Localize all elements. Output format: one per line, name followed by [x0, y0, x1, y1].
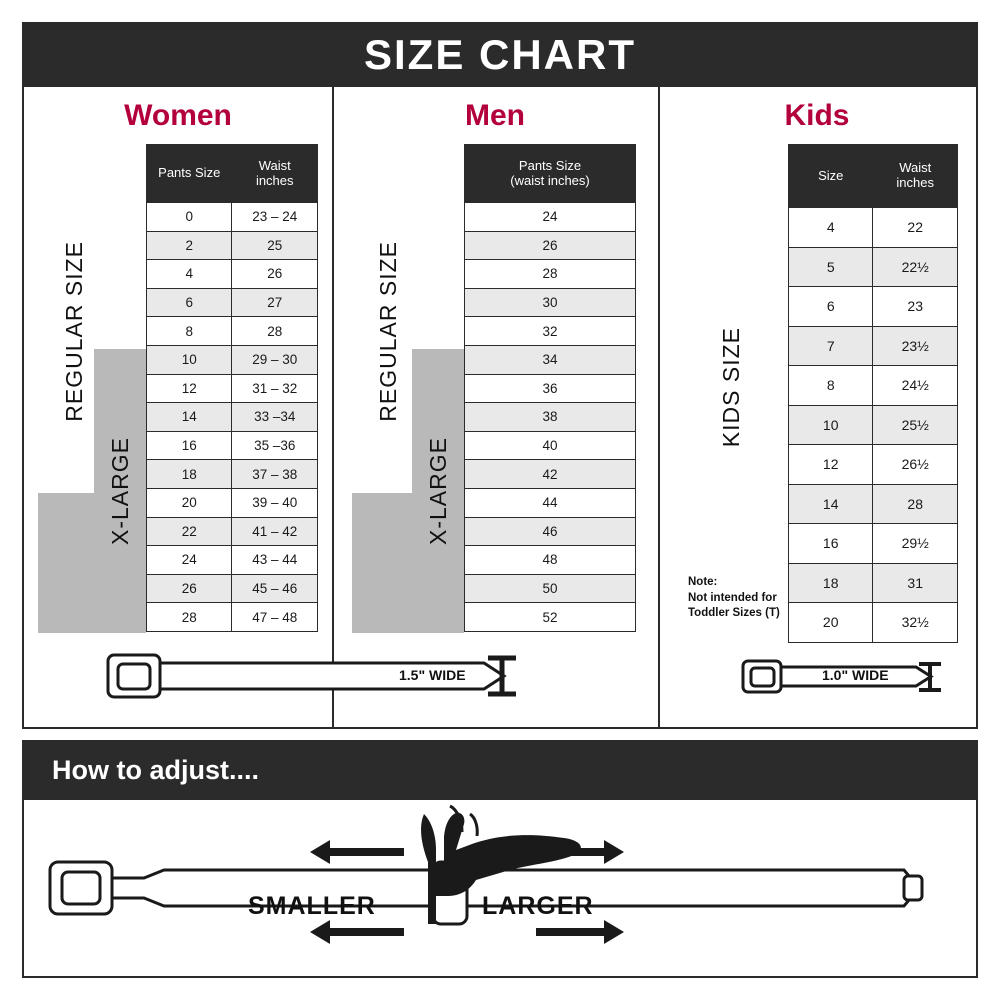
men-cell-size: 40: [465, 431, 636, 460]
smaller-label: SMALLER: [248, 892, 376, 920]
kids-cell-size: 18: [789, 563, 873, 603]
table-row: [465, 288, 636, 317]
women-cell-size: 6: [147, 288, 232, 317]
men-cell-size: 28: [465, 260, 636, 289]
men-heading: Men: [465, 99, 525, 132]
women-cell-waist: 23 – 24: [232, 203, 318, 232]
men-header-line2: (waist inches): [510, 172, 590, 188]
women-xlarge-text: X-LARGE: [106, 437, 133, 545]
table-row: [465, 574, 636, 603]
table-row: [465, 546, 636, 575]
women-xlarge-label: [94, 349, 146, 633]
table-row: [465, 603, 636, 632]
women-cell-size: 24: [147, 546, 232, 575]
how-to-adjust-heading: How to adjust....: [52, 754, 259, 785]
column-divider-2: [658, 87, 660, 727]
men-cell-size: 50: [465, 574, 636, 603]
women-cell-size: 2: [147, 231, 232, 260]
men-cell-size: 38: [465, 403, 636, 432]
men-table-body: [465, 203, 636, 632]
kids-cell-waist: 26½: [873, 445, 958, 485]
table-row: [789, 247, 958, 287]
women-cell-waist: 45 – 46: [232, 574, 318, 603]
men-regular-size-text: REGULAR SIZE: [374, 241, 401, 422]
men-cell-size: 52: [465, 603, 636, 632]
table-row: [789, 524, 958, 564]
women-cell-size: 4: [147, 260, 232, 289]
kids-col-header-size: Size: [789, 145, 873, 208]
women-table-body: [147, 203, 318, 632]
women-cell-size: 14: [147, 403, 232, 432]
kids-cell-waist: 23½: [873, 326, 958, 366]
kids-belt-width-label: 1.0" WIDE: [822, 667, 889, 683]
kids-cell-size: 4: [789, 208, 873, 248]
men-header-line1: Pants Size: [518, 157, 582, 173]
women-cell-size: 26: [147, 574, 232, 603]
table-row: [147, 546, 318, 575]
page-title-bar: [22, 22, 978, 87]
kids-cell-waist: 31: [873, 563, 958, 603]
table-row: [789, 287, 958, 327]
men-cell-size: 48: [465, 546, 636, 575]
table-row: [465, 203, 636, 232]
table-row: [789, 208, 958, 248]
table-row: [147, 288, 318, 317]
kids-cell-size: 12: [789, 445, 873, 485]
adjust-illustration: [24, 800, 980, 978]
table-row: [465, 260, 636, 289]
women-cell-waist: 35 –36: [232, 431, 318, 460]
men-xlarge-label: [412, 349, 464, 633]
table-row: [147, 603, 318, 632]
women-cell-waist: 39 – 40: [232, 488, 318, 517]
women-cell-waist: 33 –34: [232, 403, 318, 432]
adult-belt-diagram: [104, 645, 534, 707]
women-size-table: [146, 144, 318, 632]
kids-note-line3: Toddler Sizes (T): [688, 607, 780, 620]
table-row: [465, 517, 636, 546]
kids-cell-size: 10: [789, 405, 873, 445]
women-cell-waist: 41 – 42: [232, 517, 318, 546]
men-cell-size: 44: [465, 488, 636, 517]
table-row: [789, 603, 958, 643]
table-row: [147, 488, 318, 517]
kids-cell-waist: 28: [873, 484, 958, 524]
kids-cell-size: 20: [789, 603, 873, 643]
table-row: [789, 366, 958, 406]
men-cell-size: 34: [465, 345, 636, 374]
kids-cell-size: 6: [789, 287, 873, 327]
table-row: [465, 231, 636, 260]
kids-col-header-waist: Waist inches: [873, 145, 958, 208]
women-cell-waist: 37 – 38: [232, 460, 318, 489]
table-row: [465, 374, 636, 403]
kids-cell-waist: 23: [873, 287, 958, 327]
how-to-adjust-bar: [22, 740, 978, 800]
men-cell-size: 36: [465, 374, 636, 403]
table-row: [147, 403, 318, 432]
kids-cell-waist: 22½: [873, 247, 958, 287]
table-row: [465, 488, 636, 517]
kids-cell-size: 7: [789, 326, 873, 366]
table-row: [147, 460, 318, 489]
men-cell-size: 42: [465, 460, 636, 489]
kids-size-table: [788, 144, 958, 643]
kids-cell-waist: 32½: [873, 603, 958, 643]
table-row: [789, 563, 958, 603]
kids-cell-waist: 25½: [873, 405, 958, 445]
size-tables-panel: [22, 87, 978, 729]
table-row: [465, 460, 636, 489]
kids-cell-size: 8: [789, 366, 873, 406]
women-col-header-waist: Waist inches: [232, 145, 318, 203]
kids-note-line2: Not intended for: [688, 591, 777, 604]
women-cell-waist: 28: [232, 317, 318, 346]
table-row: [465, 345, 636, 374]
women-cell-size: 22: [147, 517, 232, 546]
women-cell-size: 0: [147, 203, 232, 232]
table-row: [147, 317, 318, 346]
women-heading: Women: [124, 99, 232, 132]
table-row: [147, 203, 318, 232]
kids-belt-diagram: [740, 653, 960, 701]
kids-cell-waist: 22: [873, 208, 958, 248]
women-cell-size: 12: [147, 374, 232, 403]
kids-cell-size: 5: [789, 247, 873, 287]
table-row: [789, 484, 958, 524]
women-cell-size: 10: [147, 345, 232, 374]
table-row: [147, 517, 318, 546]
men-cell-size: 32: [465, 317, 636, 346]
men-cell-size: 30: [465, 288, 636, 317]
larger-label: LARGER: [482, 892, 594, 920]
men-cell-size: 26: [465, 231, 636, 260]
page-title: SIZE CHART: [364, 30, 636, 78]
women-col-header-pants-size: Pants Size: [147, 145, 232, 203]
women-regular-size-text: REGULAR SIZE: [60, 241, 87, 422]
kids-heading: Kids: [784, 99, 850, 132]
men-col-header-pants-size: [465, 145, 636, 203]
women-cell-size: 18: [147, 460, 232, 489]
table-row: [465, 431, 636, 460]
column-divider-1: [332, 87, 334, 727]
women-cell-waist: 47 – 48: [232, 603, 318, 632]
men-xlarge-text: X-LARGE: [424, 437, 451, 545]
table-row: [789, 445, 958, 485]
adult-belt-width-label: 1.5" WIDE: [399, 667, 466, 683]
kids-note-line1: Note:: [688, 576, 718, 588]
women-cell-size: 20: [147, 488, 232, 517]
table-row: [789, 326, 958, 366]
men-size-table: [464, 144, 636, 632]
table-row: [147, 345, 318, 374]
how-to-adjust-panel: [22, 800, 978, 978]
women-cell-waist: 31 – 32: [232, 374, 318, 403]
table-row: [147, 231, 318, 260]
kids-cell-waist: 24½: [873, 366, 958, 406]
women-cell-size: 28: [147, 603, 232, 632]
table-row: [147, 260, 318, 289]
kids-cell-size: 16: [789, 524, 873, 564]
kids-size-label: [688, 152, 774, 622]
kids-cell-size: 14: [789, 484, 873, 524]
women-cell-size: 8: [147, 317, 232, 346]
table-row: [789, 405, 958, 445]
kids-table-body: [789, 208, 958, 643]
women-cell-size: 16: [147, 431, 232, 460]
men-cell-size: 46: [465, 517, 636, 546]
women-cell-waist: 43 – 44: [232, 546, 318, 575]
table-row: [147, 374, 318, 403]
table-row: [465, 317, 636, 346]
table-row: [147, 431, 318, 460]
kids-cell-waist: 29½: [873, 524, 958, 564]
kids-size-text: KIDS SIZE: [717, 326, 744, 448]
table-row: [465, 403, 636, 432]
women-cell-waist: 29 – 30: [232, 345, 318, 374]
women-cell-waist: 27: [232, 288, 318, 317]
women-cell-waist: 26: [232, 260, 318, 289]
men-cell-size: 24: [465, 203, 636, 232]
table-row: [147, 574, 318, 603]
women-cell-waist: 25: [232, 231, 318, 260]
